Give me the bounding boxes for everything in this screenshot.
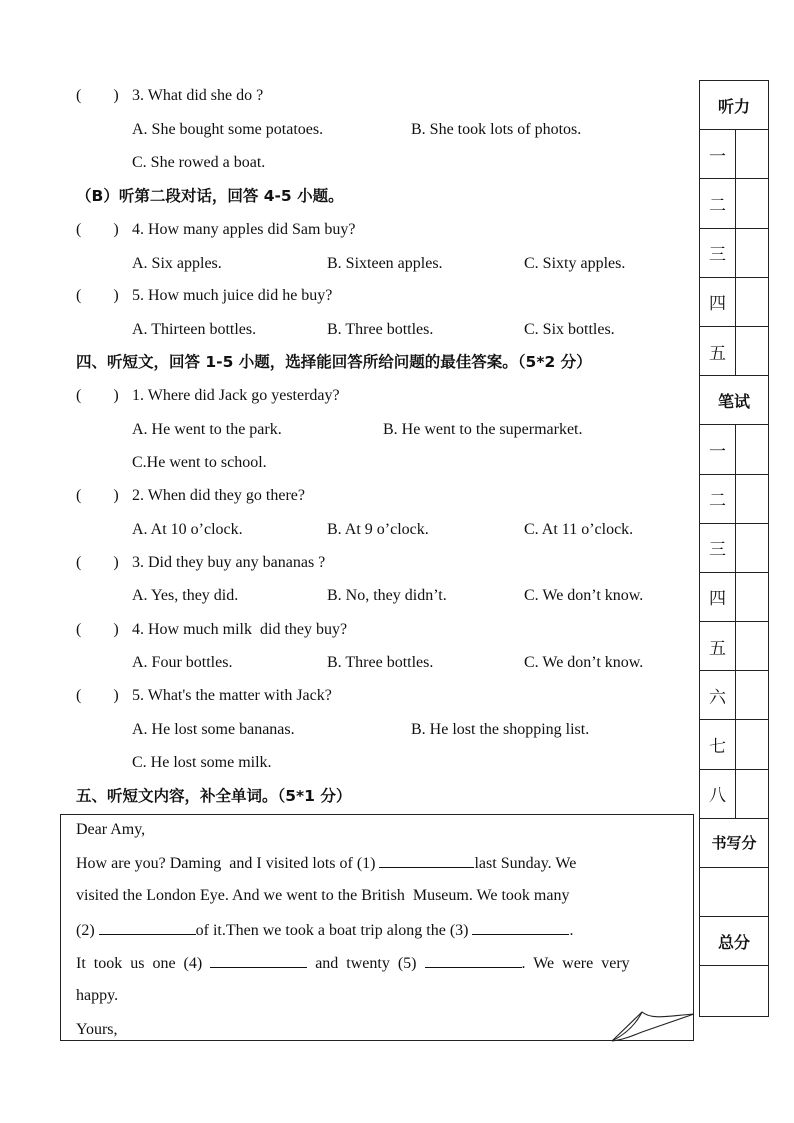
score-label: 五 xyxy=(700,622,736,670)
blank-3[interactable] xyxy=(472,920,569,935)
part5-heading: 五、听短文内容，补全单词。（5*1 分） xyxy=(76,787,352,805)
letter-text: . xyxy=(569,922,574,939)
question-row xyxy=(76,386,340,406)
option-a: A. He lost some bananas. xyxy=(132,721,295,738)
score-row-writing-header xyxy=(700,819,768,868)
score-row[interactable] xyxy=(700,179,768,228)
score-cell-writing[interactable] xyxy=(700,868,768,917)
score-row-listening-header xyxy=(700,81,768,130)
score-row[interactable] xyxy=(700,327,768,376)
score-label: 七 xyxy=(700,720,736,768)
option-a: A. Yes, they did. xyxy=(132,587,239,604)
answer-paren: ( ) xyxy=(76,687,119,704)
option-c: C. We don’t know. xyxy=(524,587,644,604)
score-label: 二 xyxy=(700,475,736,523)
answer-paren: ( ) xyxy=(76,621,119,638)
letter-line: visited the London Eye. And we went to the British Museum. We took many xyxy=(76,887,570,904)
question-text: 4. How much milk did they buy? xyxy=(132,621,348,638)
letter-text: of it.Then we took a boat trip along the (3) xyxy=(195,922,473,939)
section-b-heading: （B）听第二段对话，回答 4-5 小题。 xyxy=(76,187,344,205)
score-row[interactable] xyxy=(700,229,768,278)
score-label: 一 xyxy=(700,130,736,178)
question-text: 3. Did they buy any bananas ? xyxy=(132,554,326,571)
part4-heading: 四、听短文，回答 1-5 小题，选择能回答所给问题的最佳答案。（5*2 分） xyxy=(76,353,592,371)
letter-line xyxy=(76,853,576,874)
answer-paren: ( ) xyxy=(76,554,119,571)
blank-4[interactable] xyxy=(210,953,307,968)
score-row-written-header xyxy=(700,376,768,425)
score-label: 五 xyxy=(700,327,736,375)
score-label: 六 xyxy=(700,671,736,719)
score-label: 三 xyxy=(700,524,736,572)
question-row xyxy=(76,220,356,240)
score-row-total-header xyxy=(700,917,768,966)
option-a: A. At 10 o’clock. xyxy=(132,521,243,538)
option-c: C. Six bottles. xyxy=(524,321,615,338)
score-row[interactable] xyxy=(700,278,768,327)
question-row xyxy=(76,553,325,573)
score-label: 笔试 xyxy=(717,391,750,411)
letter-line xyxy=(76,920,573,941)
question-row xyxy=(76,86,263,106)
letter-text: (2) xyxy=(76,922,99,939)
option-b: B. No, they didn’t. xyxy=(327,587,447,604)
score-label: 一 xyxy=(700,425,736,473)
question-row xyxy=(76,486,305,506)
answer-paren: ( ) xyxy=(76,87,119,104)
score-label: 听力 xyxy=(717,96,750,116)
option-c: C. She rowed a boat. xyxy=(132,154,266,171)
blank-5[interactable] xyxy=(425,953,522,968)
answer-paren: ( ) xyxy=(76,287,119,304)
option-c: C. He lost some milk. xyxy=(132,754,272,771)
question-row xyxy=(76,286,332,306)
score-label: 总分 xyxy=(717,932,750,952)
score-label: 书写分 xyxy=(711,834,757,853)
question-text: 5. What's the matter with Jack? xyxy=(132,687,332,704)
letter-line xyxy=(76,953,630,974)
option-c: C. We don’t know. xyxy=(524,654,644,671)
score-label: 四 xyxy=(700,573,736,621)
option-a: A. Four bottles. xyxy=(132,654,233,671)
score-row[interactable] xyxy=(700,671,768,720)
score-cell-total[interactable] xyxy=(700,966,768,1015)
score-row[interactable] xyxy=(700,770,768,819)
answer-paren: ( ) xyxy=(76,221,119,238)
option-a: A. Thirteen bottles. xyxy=(132,321,257,338)
question-row xyxy=(76,686,332,706)
letter-text: last Sunday. We xyxy=(474,855,577,872)
letter-text: and twenty (5) xyxy=(307,955,425,972)
question-text: 5. How much juice did he buy? xyxy=(132,287,333,304)
score-row[interactable] xyxy=(700,622,768,671)
score-row[interactable] xyxy=(700,130,768,179)
letter-text: How are you? Daming and I visited lots of (1) xyxy=(76,855,380,872)
score-row[interactable] xyxy=(700,475,768,524)
option-c: C. At 11 o’clock. xyxy=(524,521,634,538)
score-row[interactable] xyxy=(700,720,768,769)
answer-paren: ( ) xyxy=(76,387,119,404)
letter-greeting: Dear Amy, xyxy=(76,821,146,838)
page-curl-icon xyxy=(612,1010,696,1043)
option-c: C. Sixty apples. xyxy=(524,255,626,272)
score-label: 四 xyxy=(700,278,736,326)
score-label: 三 xyxy=(700,229,736,277)
question-text: 3. What did she do ? xyxy=(132,87,264,104)
question-row xyxy=(76,620,347,640)
answer-paren: ( ) xyxy=(76,487,119,504)
option-c: C.He went to school. xyxy=(132,454,267,471)
score-row[interactable] xyxy=(700,573,768,622)
option-b: B. Three bottles. xyxy=(327,654,434,671)
option-b: B. At 9 o’clock. xyxy=(327,521,429,538)
blank-1[interactable] xyxy=(379,853,474,868)
option-a: A. Six apples. xyxy=(132,255,222,272)
question-text: 4. How many apples did Sam buy? xyxy=(132,221,356,238)
option-b: B. He went to the supermarket. xyxy=(383,421,583,438)
score-row[interactable] xyxy=(700,425,768,474)
option-b: B. Sixteen apples. xyxy=(327,255,443,272)
question-text: 2. When did they go there? xyxy=(132,487,305,504)
letter-closing: Yours, xyxy=(76,1021,118,1038)
score-label: 八 xyxy=(700,770,736,818)
question-text: 1. Where did Jack go yesterday? xyxy=(132,387,340,404)
score-label: 二 xyxy=(700,179,736,227)
blank-2[interactable] xyxy=(99,920,196,935)
option-b: B. Three bottles. xyxy=(327,321,434,338)
score-row[interactable] xyxy=(700,524,768,573)
option-a: A. He went to the park. xyxy=(132,421,282,438)
option-b: B. He lost the shopping list. xyxy=(411,721,590,738)
letter-line: happy. xyxy=(76,987,119,1004)
letter-text: . We were very xyxy=(521,955,630,972)
letter-text: It took us one (4) xyxy=(76,955,211,972)
score-table xyxy=(699,80,769,1017)
option-a: A. She bought some potatoes. xyxy=(132,121,324,138)
option-b: B. She took lots of photos. xyxy=(411,121,582,138)
